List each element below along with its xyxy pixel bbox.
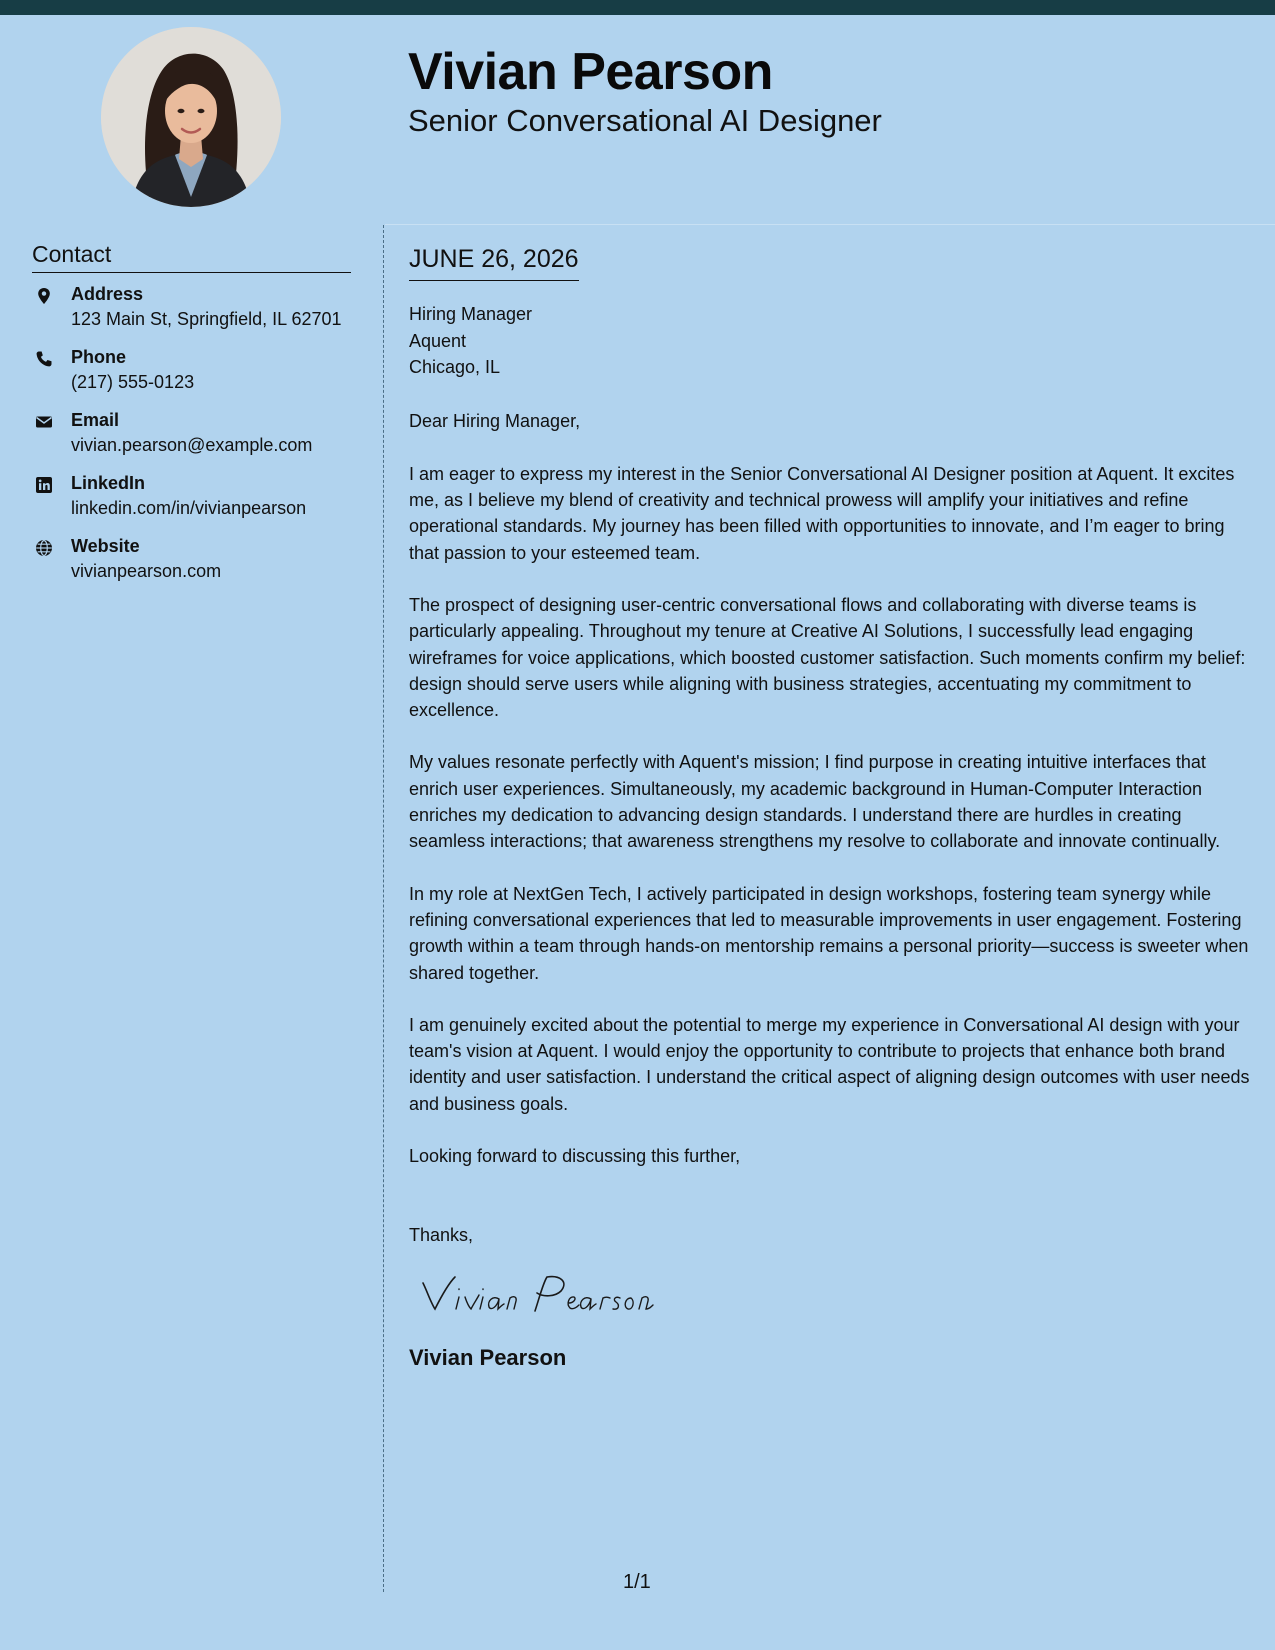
globe-icon xyxy=(35,539,53,557)
body-paragraph: In my role at NextGen Tech, I actively participated in design workshops, fostering team synergy while refining conversational experiences that led to measurable improvements in user engagement. Fostering growth within a team through hands-on mentorship remains a personal priority—success is sweeter when shared together. xyxy=(409,883,1249,983)
contact-label: Website xyxy=(71,536,140,556)
contact-list xyxy=(32,284,362,599)
email-value[interactable]: vivian.pearson@example.com xyxy=(71,435,313,455)
applicant-name: Vivian Pearson xyxy=(408,43,773,101)
letter-body xyxy=(409,244,1255,1371)
website-value[interactable]: vivianpearson.com xyxy=(71,561,222,581)
header-divider xyxy=(385,224,1275,225)
contact-label: Phone xyxy=(71,347,127,367)
linkedin-value[interactable]: linkedin.com/in/vivianpearson xyxy=(71,498,307,518)
contact-label: Email xyxy=(71,410,120,430)
body-paragraph: My values resonate perfectly with Aquent's mission; I find purpose in creating intuitive interfaces that enrich user experiences. Simultaneously, my academic background in Human-Computer Interaction enriches my dedication to advancing design standards. I understand there are hurdles in creating seamless interactions; that awareness strengthens my resolve to collaborate and innovate continually. xyxy=(409,752,1221,852)
location-pin-icon xyxy=(35,287,53,305)
contact-item-email xyxy=(32,410,362,473)
body-paragraph: I am eager to express my interest in the Senior Conversational AI Designer position at Aquent. It excites me, as I believe my blend of creativity and technical prowess will amplify your initiatives and refine operational standards. My journey has been filled with opportunities to innovate, and I’m eager to bring that passion to your esteemed team. xyxy=(409,463,1235,563)
column-divider xyxy=(383,225,384,1592)
job-title: Senior Conversational AI Designer xyxy=(408,103,882,138)
top-bar xyxy=(0,0,1275,15)
contact-item-address xyxy=(32,284,362,347)
linkedin-icon xyxy=(35,476,53,494)
phone-icon xyxy=(35,350,53,368)
recipient-line: Aquent xyxy=(409,330,467,351)
contact-item-linkedin xyxy=(32,473,362,536)
body-paragraph: The prospect of designing user-centric conversational flows and collaborating with diverse teams is particularly appealing. Throughout my tenure at Creative AI Solutions, I successfully lead engaging wireframes for voice applications, which boosted customer satisfaction. Such moments confirm my belief: design should serve users while aligning with business strategies, accentuating my commitment to excellence. xyxy=(409,594,1246,721)
recipient-line: Hiring Manager xyxy=(409,304,533,324)
envelope-icon xyxy=(35,413,53,431)
contact-label: LinkedIn xyxy=(71,473,146,493)
address-value: 123 Main St, Springfield, IL 62701 xyxy=(71,309,342,329)
contact-label: Address xyxy=(71,284,144,304)
letter-date: JUNE 26, 2026 xyxy=(409,244,579,281)
salutation: Dear Hiring Manager, xyxy=(409,410,581,431)
recipient-block xyxy=(409,301,1255,381)
handwritten-signature xyxy=(419,1269,659,1319)
phone-value: (217) 555-0123 xyxy=(71,372,195,392)
page-number: 1/1 xyxy=(623,1571,651,1593)
contact-heading: Contact xyxy=(32,241,351,273)
closing-line: Looking forward to discussing this further, xyxy=(409,1146,741,1167)
contact-item-phone xyxy=(32,347,362,410)
recipient-line: Chicago, IL xyxy=(409,357,501,377)
portrait-image xyxy=(101,27,281,207)
contact-item-website xyxy=(32,536,362,599)
profile-photo xyxy=(101,27,281,207)
body-paragraph: I am genuinely excited about the potential to merge my experience in Conversational AI design with your team's vision at Aquent. I would enjoy the opportunity to contribute to projects that enhance both brand identity and user satisfaction. I understand the critical aspect of aligning design outcomes with user needs and business goals. xyxy=(409,1014,1250,1114)
signoff: Thanks, xyxy=(409,1225,474,1246)
signed-name: Vivian Pearson xyxy=(409,1344,567,1370)
